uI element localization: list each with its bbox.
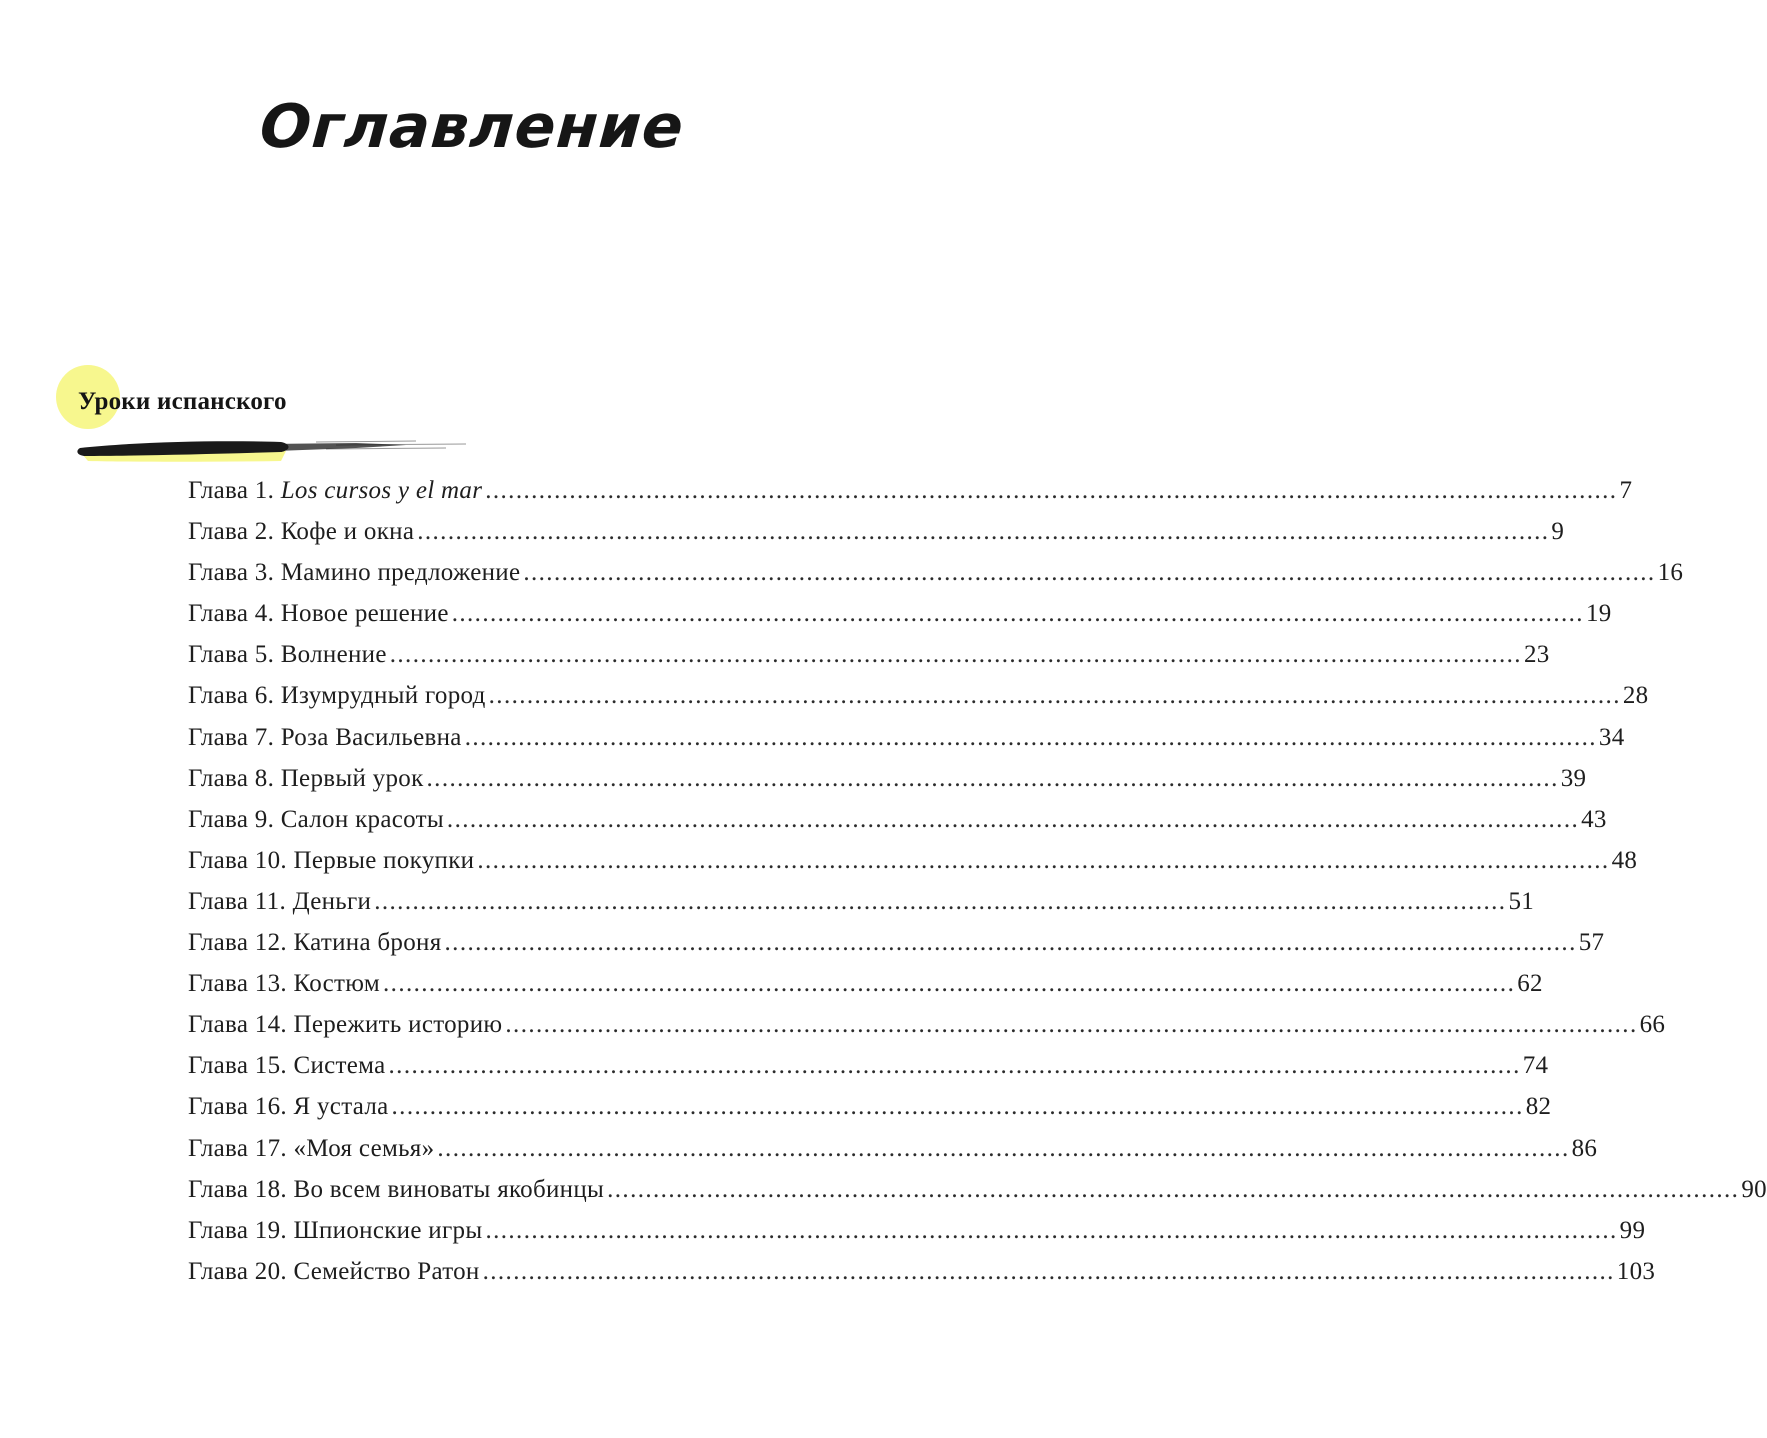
chapter-label: Глава 1. — [188, 477, 275, 504]
toc-entry-text — [188, 593, 449, 634]
toc-entry[interactable] — [188, 552, 1684, 593]
chapter-label: Глава 6. — [188, 682, 275, 710]
dot-leader: .................................................................................................................................................... — [485, 477, 1618, 504]
page-number: 39 — [1560, 764, 1587, 792]
chapter-label: Глава 7. — [188, 723, 275, 751]
toc-entry-text — [188, 758, 424, 799]
dot-leader: .................................................................................................................................................... — [417, 518, 1550, 546]
chapter-title: Волнение — [280, 641, 387, 669]
toc-entry[interactable] — [188, 593, 1612, 634]
dot-leader: .................................................................................................................................................... — [426, 764, 1559, 792]
chapter-title: Роза Васильевна — [280, 723, 462, 751]
toc-entry-text — [188, 1045, 386, 1086]
page-number: 23 — [1523, 641, 1550, 669]
toc-entry[interactable] — [188, 1210, 1646, 1251]
page-number: 19 — [1585, 600, 1612, 628]
chapter-title: Пережить историю — [293, 1011, 503, 1039]
chapter-label: Глава 10. — [188, 846, 287, 874]
dot-leader: .................................................................................................................................................... — [482, 1257, 1615, 1285]
dot-leader: .................................................................................................................................................... — [389, 641, 1522, 669]
chapter-title: «Моя семья» — [293, 1134, 435, 1162]
chapter-title: Первые покупки — [293, 846, 475, 874]
toc-entry-text — [188, 470, 482, 511]
page-number: 103 — [1616, 1257, 1656, 1285]
dot-leader: .................................................................................................................................................... — [444, 929, 1577, 957]
dot-leader: .................................................................................................................................................... — [437, 1134, 1570, 1162]
toc-entry-text — [188, 1004, 502, 1045]
page-number: 7 — [1619, 477, 1633, 504]
chapter-label: Глава 5. — [188, 641, 275, 669]
page-number: 9 — [1551, 518, 1565, 546]
toc-entry-text — [188, 799, 444, 840]
chapter-title: Деньги — [292, 887, 372, 915]
chapter-title: Новое решение — [280, 600, 449, 628]
toc-entry[interactable] — [188, 1128, 1598, 1169]
table-of-contents — [188, 470, 1767, 1292]
page-number: 48 — [1611, 846, 1638, 874]
chapter-title: Система — [293, 1052, 386, 1080]
chapter-label: Глава 4. — [188, 600, 275, 628]
toc-entry[interactable] — [188, 963, 1543, 1004]
chapter-label: Глава 9. — [188, 805, 275, 833]
page-number: 90 — [1741, 1175, 1767, 1203]
chapter-label: Глава 16. — [188, 1093, 287, 1121]
dot-leader: .................................................................................................................................................... — [464, 723, 1597, 751]
chapter-label: Глава 13. — [188, 970, 287, 998]
page-number: 74 — [1522, 1052, 1549, 1080]
page-number: 62 — [1517, 970, 1543, 998]
page-number: 57 — [1578, 929, 1605, 957]
dot-leader: .................................................................................................................................................... — [388, 1052, 1521, 1080]
toc-entry[interactable] — [188, 881, 1535, 922]
dot-leader: .................................................................................................................................................... — [607, 1175, 1740, 1203]
toc-entry-text — [188, 881, 371, 922]
toc-entry-text — [188, 675, 486, 716]
chapter-label: Глава 2. — [188, 518, 275, 546]
dot-leader: .................................................................................................................................................... — [485, 1216, 1618, 1244]
chapter-label: Глава 19. — [188, 1216, 287, 1244]
page-number: 43 — [1581, 805, 1607, 833]
toc-entry[interactable] — [188, 922, 1605, 963]
page-number: 99 — [1619, 1216, 1646, 1244]
toc-entry-text — [188, 1210, 482, 1251]
chapter-label: Глава 12. — [188, 929, 287, 957]
chapter-label: Глава 20. — [188, 1257, 287, 1285]
dot-leader: .................................................................................................................................................... — [477, 846, 1610, 874]
toc-entry[interactable] — [188, 675, 1649, 716]
dot-leader: .................................................................................................................................................... — [523, 559, 1656, 587]
toc-entry-text — [188, 511, 414, 552]
dot-leader: .................................................................................................................................................... — [505, 1011, 1638, 1039]
toc-entry-text — [188, 1086, 389, 1127]
toc-entry[interactable] — [188, 1251, 1656, 1292]
chapter-label: Глава 14. — [188, 1011, 287, 1039]
toc-entry-text — [188, 963, 380, 1004]
chapter-label: Глава 17. — [188, 1134, 287, 1162]
chapter-title: Первый урок — [280, 764, 424, 792]
page-number: 28 — [1622, 682, 1649, 710]
chapter-title: Кофе и окна — [280, 518, 415, 546]
chapter-label: Глава 3. — [188, 559, 275, 587]
toc-entry-text — [188, 634, 387, 675]
dot-leader: .................................................................................................................................................... — [446, 805, 1580, 833]
brush-stroke-underline — [76, 434, 476, 466]
toc-entry[interactable] — [188, 840, 1638, 881]
toc-entry-text — [188, 717, 462, 758]
toc-entry[interactable] — [188, 511, 1565, 552]
chapter-title: Катина броня — [293, 929, 442, 957]
toc-entry[interactable] — [188, 1086, 1552, 1127]
page-number: 51 — [1508, 887, 1535, 915]
toc-entry-text — [188, 1128, 434, 1169]
page-title: Оглавление — [257, 92, 687, 162]
page-number: 86 — [1571, 1134, 1598, 1162]
chapter-title: Мамино предложение — [280, 559, 521, 587]
chapter-title: Los cursos y el mar — [280, 477, 483, 504]
section-heading: Уроки испанского — [78, 388, 287, 415]
chapter-title: Салон красоты — [280, 805, 444, 833]
page-number: 66 — [1639, 1011, 1666, 1039]
toc-entry[interactable] — [188, 1169, 1767, 1210]
toc-entry[interactable] — [188, 1004, 1666, 1045]
toc-entry[interactable] — [188, 634, 1550, 675]
toc-entry[interactable] — [188, 1045, 1549, 1086]
chapter-title: Семейство Ратон — [293, 1257, 480, 1285]
chapter-title: Во всем виноваты якобинцы — [293, 1175, 605, 1203]
chapter-label: Глава 15. — [188, 1052, 287, 1080]
toc-entry[interactable] — [188, 717, 1625, 758]
chapter-title: Я устала — [293, 1093, 389, 1121]
toc-entry-text — [188, 1251, 480, 1292]
toc-entry[interactable] — [188, 799, 1607, 840]
dot-leader: .................................................................................................................................................... — [383, 970, 1516, 998]
chapter-title: Шпионские игры — [293, 1216, 483, 1244]
dot-leader: .................................................................................................................................................... — [374, 887, 1507, 915]
chapter-label: Глава 11. — [188, 887, 286, 915]
dot-leader: .................................................................................................................................................... — [488, 682, 1621, 710]
page-number: 16 — [1657, 559, 1684, 587]
page-number: 82 — [1525, 1093, 1552, 1121]
toc-entry-text — [188, 1169, 604, 1210]
chapter-title: Костюм — [293, 970, 381, 998]
toc-entry[interactable] — [188, 470, 1633, 511]
chapter-title: Изумрудный город — [280, 682, 486, 710]
toc-entry-text — [188, 552, 520, 593]
dot-leader: .................................................................................................................................................... — [451, 600, 1584, 628]
chapter-label: Глава 8. — [188, 764, 275, 792]
chapter-label: Глава 18. — [188, 1175, 287, 1203]
toc-entry-text — [188, 922, 442, 963]
dot-leader: .................................................................................................................................................... — [391, 1093, 1524, 1121]
toc-entry[interactable] — [188, 758, 1587, 799]
toc-entry-text — [188, 840, 474, 881]
page-number: 34 — [1598, 723, 1625, 751]
